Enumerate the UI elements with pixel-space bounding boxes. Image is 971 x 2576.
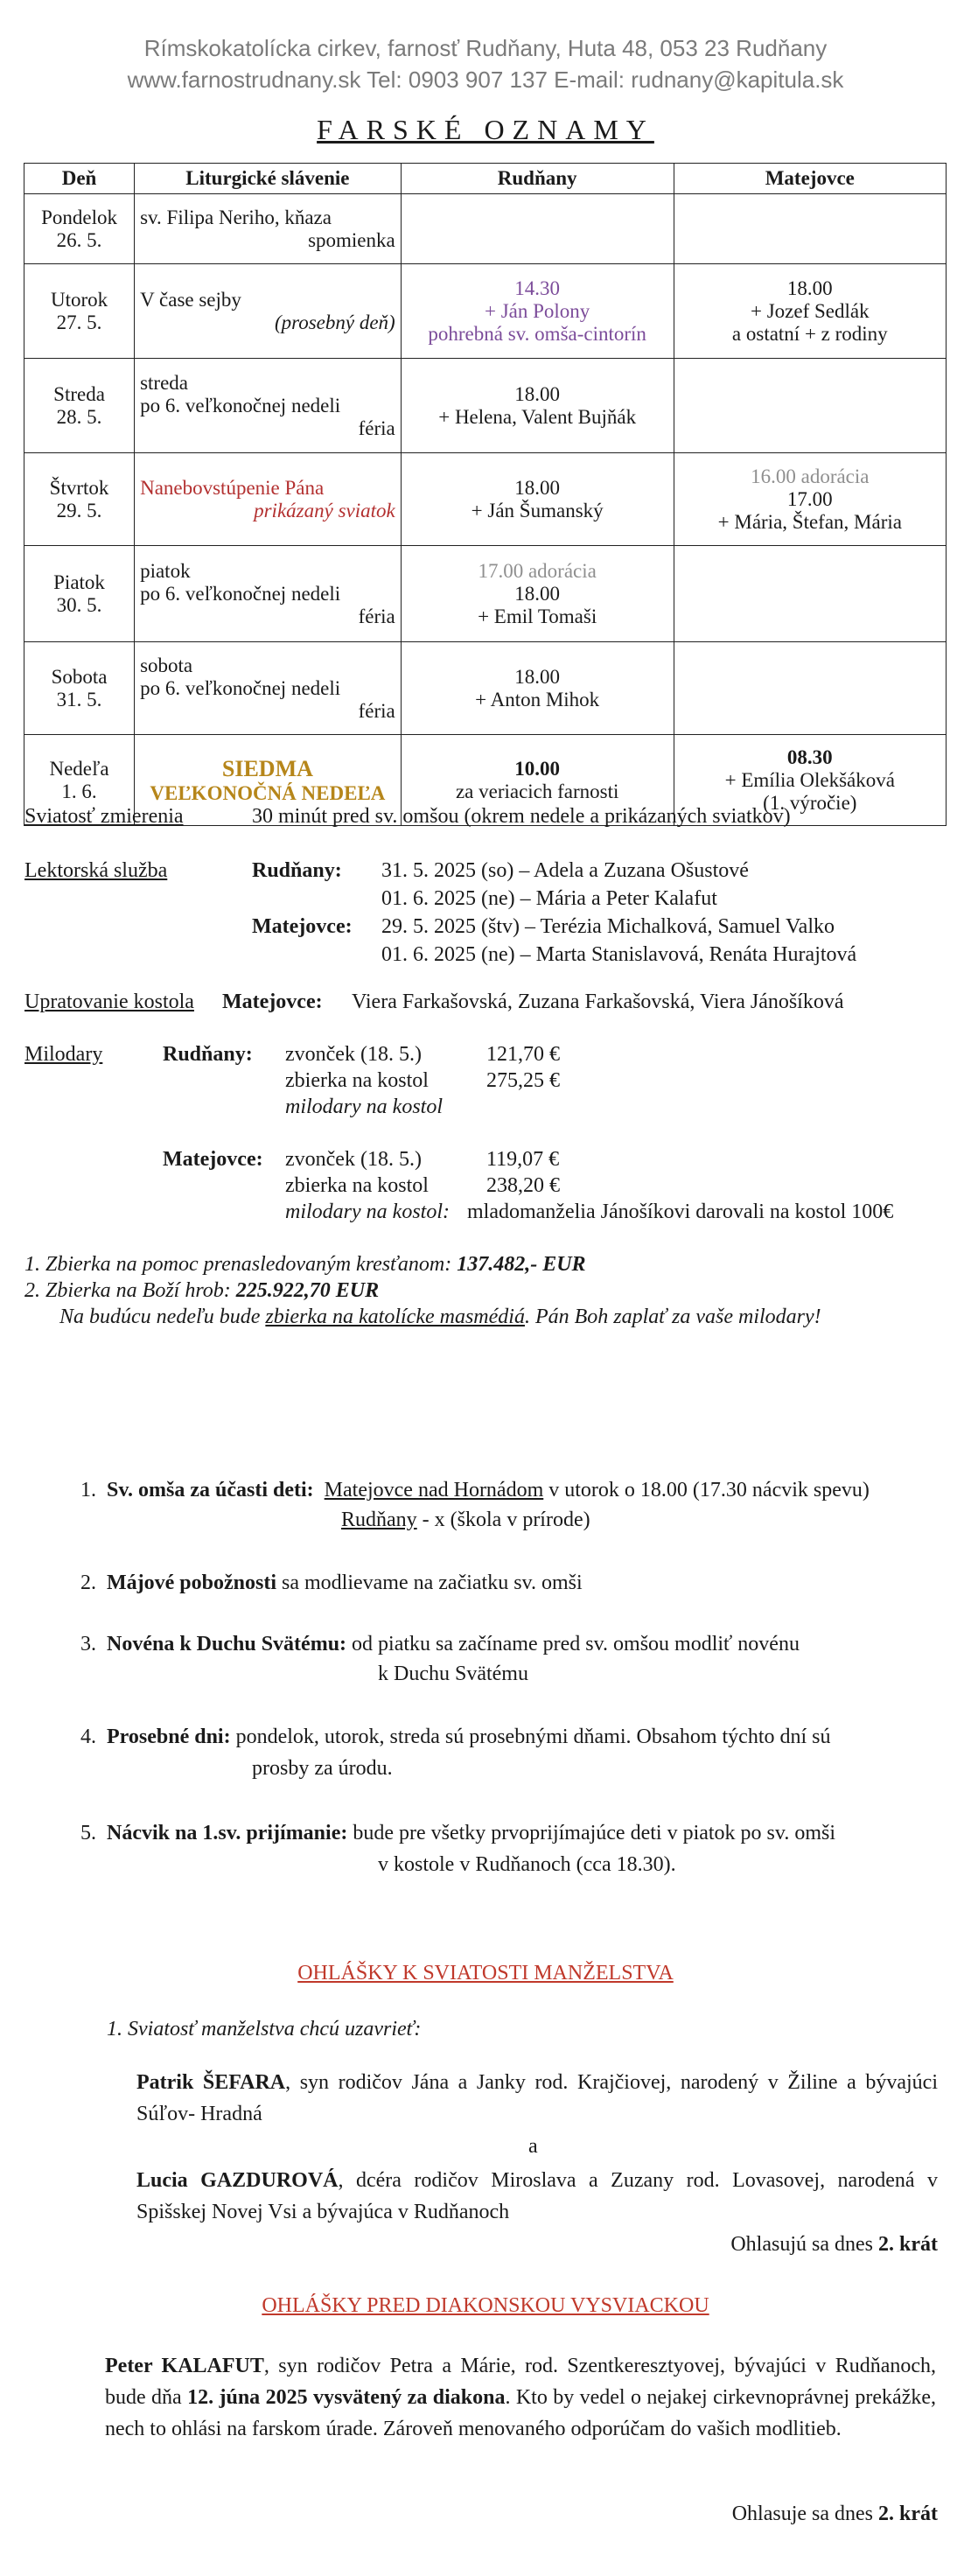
donation-item: zvonček (18. 5.): [285, 1043, 422, 1066]
day-cell: [24, 359, 135, 453]
liturgy-rank: (prosebný deň): [274, 311, 395, 333]
matejovce-cell: [674, 194, 946, 264]
day-name: Sobota: [51, 665, 108, 688]
announcement-place: Rudňany: [341, 1508, 417, 1531]
announcement-2: [80, 1572, 583, 1595]
donation-amount: 238,20 €: [486, 1174, 560, 1197]
day-date: 26. 5.: [56, 228, 102, 251]
mass-time: 18.00: [514, 382, 561, 405]
table-row: [24, 642, 947, 735]
groom-name: Patrik ŠEFARA: [136, 2071, 286, 2094]
candidate-text: , syn rodičov Petra a Márie, rod. Szentkeresztyovej, bývajúci v Rudňanoch, bude dňa: [105, 2355, 937, 2409]
rudnany-cell: [401, 546, 674, 642]
liturgy-name: SIEDMA: [221, 755, 313, 781]
matejovce-cell: [674, 642, 946, 735]
mass-time: 18.00: [786, 276, 833, 299]
day-name: Streda: [53, 382, 105, 405]
table-header-row: [24, 164, 947, 194]
table-row: [24, 359, 947, 453]
marriage-banns-count: [730, 2233, 938, 2257]
day-date: 29. 5.: [56, 499, 102, 522]
liturgy-name: piatok: [140, 559, 191, 582]
announcement-4-line2: prosby za úrodu.: [252, 1757, 393, 1780]
mass-time: 18.00: [514, 582, 561, 605]
day-name: Nedeľa: [49, 757, 109, 780]
adoration-time: 17.00 adorácia: [478, 559, 597, 582]
bride-name: Lucia GAZDUROVÁ: [136, 2169, 339, 2192]
mass-intention: + Ján Šumanský: [471, 499, 604, 522]
mass-time: 10.00: [514, 757, 561, 780]
lectors-matejovce-label: Matejovce:: [252, 915, 353, 938]
matejovce-cell: [674, 546, 946, 642]
lector-entry: 01. 6. 2025 (ne) – Mária a Peter Kalafut: [381, 887, 717, 910]
cleaning-place: Matejovce:: [222, 990, 323, 1013]
rudnany-cell: [401, 453, 674, 546]
donations-matejovce-label: Matejovce:: [163, 1148, 263, 1171]
announcement-label: Sv. omša za účasti deti:: [107, 1479, 314, 1502]
donation-item: zbierka na kostol: [285, 1069, 429, 1092]
collection-media: zbierka na katolícke masmédiá: [265, 1306, 525, 1328]
day-cell: [24, 264, 135, 359]
table-row: [24, 546, 947, 642]
day-cell: [24, 546, 135, 642]
announcement-number: 1.: [80, 1479, 96, 1502]
rudnany-cell: [401, 194, 674, 264]
liturgy-name: sv. Filipa Neriho, kňaza: [140, 206, 332, 228]
collection-line-3: [59, 1306, 821, 1329]
rudnany-cell: [401, 642, 674, 735]
mass-intention: + Anton Mihok: [475, 688, 600, 710]
page-title: FARSKÉ OZNAMY: [317, 114, 654, 145]
rudnany-cell: [401, 264, 674, 359]
lector-entry: 01. 6. 2025 (ne) – Marta Stanislavová, Renáta Hurajtová: [381, 943, 857, 966]
announcement-5: [80, 1822, 835, 1845]
day-cell: [24, 453, 135, 546]
lector-entry: 29. 5. 2025 (štv) – Terézia Michalková, Samuel Valko: [381, 915, 835, 938]
announcement-number: 3.: [80, 1633, 96, 1656]
liturgy-cell: [135, 264, 402, 359]
donation-amount: 121,70 €: [486, 1043, 560, 1066]
table-row: [24, 453, 947, 546]
liturgy-cell: [135, 546, 402, 642]
collection-amount: 225.922,70 EUR: [235, 1279, 380, 1302]
announcement-text: v utorok o 18.00 (17.30 nácvik spevu): [543, 1479, 870, 1502]
mass-intention: za veriacich farnosti: [455, 780, 619, 802]
announcement-label: Májové pobožnosti: [107, 1572, 276, 1594]
day-name: Piatok: [53, 570, 105, 593]
liturgy-desc: po 6. veľkonočnej nedeli: [140, 676, 341, 699]
parish-contact-line: www.farnostrudnany.sk Tel: 0903 907 137 E-mail: rudnany@kapitula.sk: [127, 66, 844, 93]
announcement-text: - x (škola v prírode): [416, 1508, 590, 1531]
mass-time: 18.00: [514, 476, 561, 499]
collection-thanks: . Pán Boh zaplať za vaše milodary!: [524, 1306, 821, 1328]
collection-label: 2. Zbierka na Boží hrob:: [24, 1279, 236, 1302]
liturgy-rank: féria: [358, 699, 395, 722]
rudnany-cell: [401, 359, 674, 453]
col-header-day: Deň: [24, 164, 135, 194]
lectors-rudnany-label: Rudňany:: [252, 859, 342, 882]
col-header-liturgy: Liturgické slávenie: [135, 164, 402, 194]
mass-schedule-table: [24, 163, 947, 826]
liturgy-cell: [135, 642, 402, 735]
liturgy-rank: prikázaný sviatok: [254, 499, 395, 522]
donations-rudnany-label: Rudňany:: [163, 1043, 253, 1066]
and-separator: a: [528, 2135, 538, 2158]
matejovce-cell: [674, 453, 946, 546]
announcement-label: Nácvik na 1.sv. prijímanie:: [107, 1822, 348, 1844]
lector-entry: 31. 5. 2025 (so) – Adela a Zuzana Ošustové: [381, 859, 749, 882]
liturgy-cell: [135, 194, 402, 264]
banns-count-label: Ohlasujú sa dnes: [730, 2233, 878, 2256]
bride-text: , dcéra rodičov Miroslava a Zuzany rod. Lovasovej, narodená v Spišskej Novej Vsi a bývajúca v Rudňanoch: [136, 2169, 938, 2223]
day-cell: [24, 642, 135, 735]
mass-note: (1. výročie): [763, 791, 857, 814]
announcement-text: bude pre všetky prvoprijímajúce deti v piatok po sv. omši: [347, 1822, 836, 1844]
collection-label: 1. Zbierka na pomoc prenasledovaným kresťanom:: [24, 1253, 458, 1276]
liturgy-cell: [135, 453, 402, 546]
ordination-date: 12. júna 2025 vysvätený za diakona: [187, 2386, 506, 2409]
collection-line-1: [24, 1253, 586, 1277]
donation-amount: 275,25 €: [486, 1069, 560, 1092]
banns-count-value: 2. krát: [878, 2502, 938, 2525]
donation-amount: 119,07 €: [486, 1148, 560, 1171]
liturgy-cell: [135, 359, 402, 453]
announcement-3: [80, 1633, 800, 1656]
announcement-4: [80, 1726, 831, 1749]
mass-intention: + Emil Tomaši: [478, 605, 597, 627]
donation-note: mladomanželia Jánošíkovi darovali na kostol 100€: [467, 1200, 894, 1223]
adoration-time: 16.00 adorácia: [751, 465, 870, 487]
collection-line-2: [24, 1279, 379, 1303]
diaconate-banns-heading: OHLÁŠKY PRED DIAKONSKOU VYSVIACKOU: [262, 2294, 709, 2317]
liturgy-name-2: VEĽKONOČNÁ NEDEĽA: [150, 781, 386, 804]
announcement-number: 4.: [80, 1726, 96, 1748]
liturgy-desc: po 6. veľkonočnej nedeli: [140, 582, 341, 605]
announcement-1-line2: [341, 1508, 590, 1532]
announcement-5-line2: v kostole v Rudňanoch (cca 18.30).: [378, 1853, 676, 1876]
cleaning-names: Viera Farkašovská, Zuzana Farkašovská, Viera Jánošíková: [352, 990, 844, 1013]
announcement-text: od piatku sa začíname pred sv. omšou modliť novénu: [346, 1633, 800, 1656]
mass-intention: + Helena, Valent Bujňák: [438, 405, 637, 428]
confession-label: Sviatosť zmierenia: [24, 805, 184, 828]
announcement-text: sa modlievame na začiatku sv. omši: [276, 1572, 583, 1594]
matejovce-cell: [674, 264, 946, 359]
mass-time: 17.00: [786, 487, 833, 510]
diaconate-paragraph: [105, 2350, 936, 2445]
marriage-banns-heading: OHLÁŠKY K SVIATOSTI MANŽELSTVA: [297, 1962, 674, 1984]
day-date: 31. 5.: [56, 688, 102, 710]
liturgy-name: streda: [140, 371, 188, 394]
candidate-text-2: . Kto by vedel o nejakej cirkevnoprávnej prekážke, nech to ohlási na farskom úrade. Zároveň menovaného odporúčam do vašich modlitieb.: [105, 2386, 937, 2440]
mass-note: pohrebná sv. omša-cintorín: [428, 322, 646, 345]
liturgy-name: V čase sejby: [140, 288, 241, 311]
mass-intention: + Emília Olekšáková: [724, 768, 895, 791]
mass-intention-2: a ostatní + z rodiny: [731, 322, 888, 345]
announcement-1: [80, 1479, 870, 1502]
liturgy-name: sobota: [140, 654, 193, 676]
marriage-banns-intro: 1. Sviatosť manželstva chcú uzavrieť:: [107, 2018, 422, 2040]
banns-count-label: Ohlasuje sa dnes: [731, 2502, 878, 2525]
col-header-rudnany: Rudňany: [401, 164, 674, 194]
mass-time: 18.00: [514, 665, 561, 688]
day-date: 1. 6.: [61, 780, 97, 802]
donation-item: milodary na kostol:: [285, 1200, 450, 1223]
diaconate-banns-count: [732, 2502, 938, 2526]
donation-item: milodary na kostol: [285, 1096, 443, 1118]
liturgy-rank: féria: [358, 416, 395, 439]
day-name: Utorok: [50, 288, 108, 311]
day-cell: [24, 194, 135, 264]
announcement-number: 5.: [80, 1822, 96, 1844]
liturgy-name: Nanebovstúpenie Pána: [140, 476, 325, 499]
mass-time: 08.30: [786, 746, 833, 768]
groom-text: , syn rodičov Jána a Janky rod. Krajčiovej, narodený v Žiline a bývajúci Súľov- Hradná: [136, 2071, 938, 2125]
day-date: 30. 5.: [56, 593, 102, 616]
parish-header-line1: Rímskokatolícka cirkev, farnosť Rudňany, Huta 48, 053 23 Rudňany: [143, 35, 828, 61]
mass-intention: + Mária, Štefan, Mária: [717, 510, 902, 533]
liturgy-rank: spomienka: [308, 228, 395, 251]
day-name: Štvrtok: [49, 476, 109, 499]
lectors-label: Lektorská služba: [24, 859, 168, 882]
bride-paragraph: [136, 2165, 938, 2228]
liturgy-rank: féria: [358, 605, 395, 627]
donation-item: zvonček (18. 5.): [285, 1148, 422, 1171]
donation-item: zbierka na kostol: [285, 1174, 429, 1197]
announcement-3-line2: k Duchu Svätému: [378, 1662, 528, 1685]
collection-text: Na budúcu nedeľu bude: [59, 1306, 266, 1328]
groom-paragraph: [136, 2067, 938, 2130]
mass-intention: + Ján Polony: [485, 299, 590, 322]
confession-text: 30 minút pred sv. omšou (okrem nedele a prikázaných sviatkov): [252, 805, 791, 828]
announcement-text: pondelok, utorok, streda sú prosebnými dňami. Obsahom týchto dní sú: [230, 1726, 831, 1748]
announcement-number: 2.: [80, 1572, 96, 1594]
liturgy-desc: po 6. veľkonočnej nedeli: [140, 394, 341, 416]
matejovce-cell: [674, 359, 946, 453]
day-date: 28. 5.: [56, 405, 102, 428]
banns-count-value: 2. krát: [878, 2233, 938, 2256]
mass-time: 14.30: [514, 276, 561, 299]
announcement-place: Matejovce nad Hornádom: [324, 1479, 544, 1502]
donations-label: Milodary: [24, 1043, 103, 1066]
announcement-label: Novéna k Duchu Svätému:: [107, 1633, 347, 1656]
collection-amount: 137.482,- EUR: [457, 1253, 586, 1276]
day-name: Pondelok: [41, 206, 117, 228]
table-row: [24, 264, 947, 359]
col-header-matejovce: Matejovce: [674, 164, 946, 194]
mass-intention: + Jozef Sedlák: [751, 299, 870, 322]
announcement-label: Prosebné dni:: [107, 1726, 231, 1748]
table-row: [24, 194, 947, 264]
candidate-name: Peter KALAFUT: [105, 2355, 264, 2377]
day-date: 27. 5.: [56, 311, 102, 333]
cleaning-label: Upratovanie kostola: [24, 990, 194, 1013]
